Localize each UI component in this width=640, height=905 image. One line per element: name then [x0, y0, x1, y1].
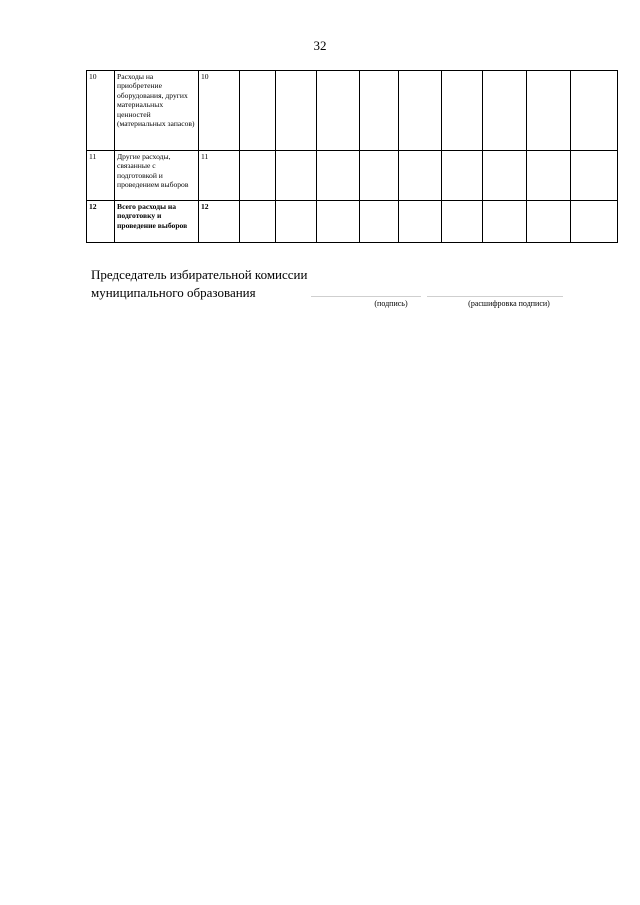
- table-row: [87, 151, 618, 201]
- page-number: 32: [313, 38, 327, 53]
- row-index: 10: [87, 71, 115, 151]
- name-line: [427, 296, 563, 297]
- value-cell: [360, 71, 399, 151]
- table-row: [87, 71, 618, 151]
- value-cell: [317, 151, 360, 201]
- row-code: 11: [199, 151, 240, 201]
- value-cell: [483, 201, 527, 243]
- value-cell: [276, 71, 317, 151]
- expenses-table: [86, 70, 618, 243]
- value-cell: [442, 71, 483, 151]
- value-cell: [360, 151, 399, 201]
- value-cell: [527, 201, 571, 243]
- row-index: 11: [87, 151, 115, 201]
- value-cell: [527, 151, 571, 201]
- value-cell: [240, 71, 276, 151]
- signatory-title-line-1: Председатель избирательной комиссии: [91, 267, 308, 282]
- value-cell: [442, 151, 483, 201]
- value-cell: [240, 201, 276, 243]
- row-code: 10: [199, 71, 240, 151]
- signature-line: [311, 296, 421, 297]
- value-cell: [399, 151, 442, 201]
- value-cell: [527, 71, 571, 151]
- table-row-total: [87, 201, 618, 243]
- value-cell: [483, 151, 527, 201]
- name-caption: (расшифровка подписи): [468, 299, 550, 308]
- row-code: 12: [199, 201, 240, 243]
- value-cell: [276, 201, 317, 243]
- row-label: Расходы на приобретение оборудования, других материальных ценностей (материальных запасов): [115, 71, 199, 151]
- value-cell: [399, 201, 442, 243]
- row-label: Всего расходы на подготовку и проведение выборов: [115, 201, 199, 243]
- value-cell: [399, 71, 442, 151]
- value-cell: [483, 71, 527, 151]
- signature-caption: (подпись): [374, 299, 408, 308]
- value-cell: [571, 201, 618, 243]
- value-cell: [571, 71, 618, 151]
- value-cell: [360, 201, 399, 243]
- signature-block: [91, 266, 571, 316]
- value-cell: [442, 201, 483, 243]
- signatory-title-line-2: муниципального образования: [91, 285, 256, 300]
- value-cell: [276, 151, 317, 201]
- row-index: 12: [87, 201, 115, 243]
- row-label: Другие расходы, связанные с подготовкой и проведением выборов: [115, 151, 199, 201]
- value-cell: [317, 201, 360, 243]
- value-cell: [571, 151, 618, 201]
- value-cell: [240, 151, 276, 201]
- value-cell: [317, 71, 360, 151]
- signatory-title: [91, 266, 307, 302]
